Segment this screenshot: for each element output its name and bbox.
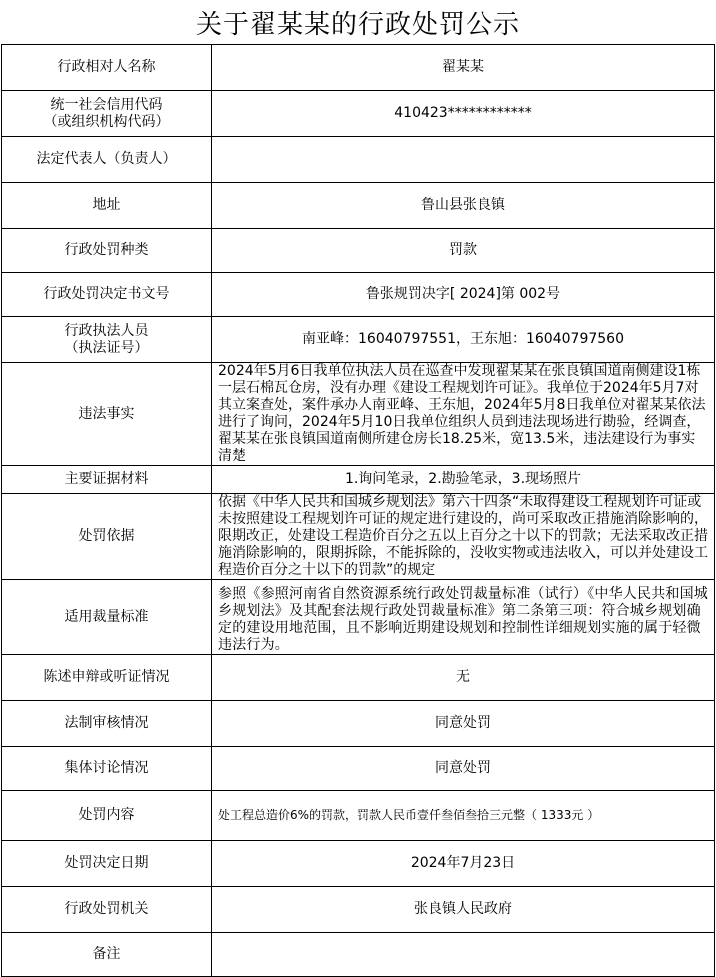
- row-label: 陈述申辩或听证情况: [2, 655, 212, 701]
- row-value: 处工程总造价6%的罚款，罚款人民币壹仟叁佰叁拾三元整（ 1333元 ）: [212, 791, 715, 841]
- table-row: [2, 466, 715, 494]
- table-row: [2, 747, 715, 791]
- row-label: 法定代表人（负责人）: [2, 137, 212, 183]
- table-row: [2, 701, 715, 747]
- row-label: 处罚内容: [2, 791, 212, 841]
- row-value: 2024年7月23日: [212, 841, 715, 887]
- row-label: 行政处罚种类: [2, 229, 212, 273]
- row-value: 1.询问笔录，2.勘验笔录，3.现场照片: [212, 466, 715, 494]
- row-value: 同意处罚: [212, 701, 715, 747]
- row-value: 参照《参照河南省自然资源系统行政处罚裁量标准（试行）《中华人民共和国城乡规划法》及其配套法规行政处罚裁量标准》第二条第三项：符合城乡规划确定的建设用地范围，且不影响近期建设规划和控制性详细规划实施的属于轻微违法行为。: [212, 580, 715, 655]
- row-value: 同意处罚: [212, 747, 715, 791]
- row-label: 主要证据材料: [2, 466, 212, 494]
- table-row: [2, 273, 715, 317]
- row-value: 410423************: [212, 91, 715, 137]
- table-row: [2, 494, 715, 580]
- row-value: [212, 933, 715, 977]
- page-title: 关于翟某某的行政处罚公示: [195, 9, 520, 40]
- row-label: 适用裁量标准: [2, 580, 212, 655]
- row-value: 鲁张规罚决字[ 2024]第 002号: [212, 273, 715, 317]
- table-row: [2, 887, 715, 933]
- row-value: 2024年5月6日我单位执法人员在巡查中发现翟某某在张良镇国道南侧建设1栋一层石棉瓦仓房，没有办理《建设工程规划许可证》。我单位于2024年5月7对其立案查处，案件承办人南亚峰、王东旭，2024年5月8日我单位对翟某某依法进行了询问，2024年5月10日我单位组织人员到违法现场进行勘验，经调查，翟某某在张良镇国道南侧所建仓房长18.25米，宽13.5米，违法建设行为事实清楚: [212, 363, 715, 466]
- row-label: 行政处罚决定书文号: [2, 273, 212, 317]
- table-row: [2, 137, 715, 183]
- row-value: 张良镇人民政府: [212, 887, 715, 933]
- row-label: 处罚决定日期: [2, 841, 212, 887]
- row-value: 南亚峰：16040797551，王东旭：16040797560: [212, 317, 715, 363]
- table-row: [2, 183, 715, 229]
- table-row: [2, 317, 715, 363]
- table-row: [2, 45, 715, 91]
- row-value: 罚款: [212, 229, 715, 273]
- table-row: [2, 841, 715, 887]
- row-value: 鲁山县张良镇: [212, 183, 715, 229]
- row-label: 备注: [2, 933, 212, 977]
- row-value: 翟某某: [212, 45, 715, 91]
- table-row: [2, 229, 715, 273]
- table-row: [2, 791, 715, 841]
- row-label: 法制审核情况: [2, 701, 212, 747]
- row-value: 无: [212, 655, 715, 701]
- table-row: [2, 933, 715, 977]
- penalty-notice-table: [1, 44, 715, 977]
- row-label: 统一社会信用代码 （或组织机构代码）: [2, 91, 212, 137]
- row-label: 违法事实: [2, 363, 212, 466]
- row-value: [212, 137, 715, 183]
- row-label: 行政处罚机关: [2, 887, 212, 933]
- row-label: 行政相对人名称: [2, 45, 212, 91]
- row-value: 依据《中华人民共和国城乡规划法》第六十四条“未取得建设工程规划许可证或未按照建设工程规划许可证的规定进行建设的，尚可采取改正措施消除影响的，限期改正，处建设工程造价百分之五以上百分之十以下的罚款；无法采取改正措施消除影响的，限期拆除，不能拆除的，没收实物或违法收入，可以并处建设工程造价百分之十以下的罚款”的规定: [212, 494, 715, 580]
- row-label: 地址: [2, 183, 212, 229]
- table-row: [2, 580, 715, 655]
- row-label: 处罚依据: [2, 494, 212, 580]
- table-row: [2, 91, 715, 137]
- row-label: 行政执法人员 （执法证号）: [2, 317, 212, 363]
- table-row: [2, 363, 715, 466]
- table-row: [2, 655, 715, 701]
- row-label: 集体讨论情况: [2, 747, 212, 791]
